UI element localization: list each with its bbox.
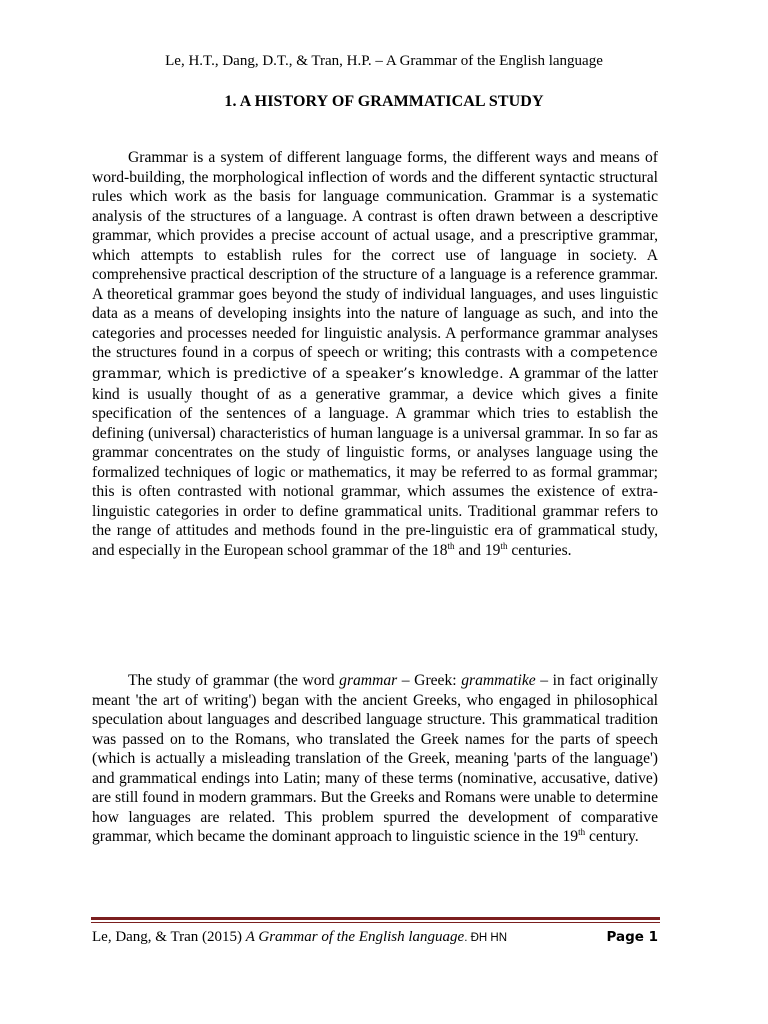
paragraph-text: – Greek: (397, 672, 462, 689)
superscript: th (500, 540, 508, 551)
paragraph-text: and 19 (454, 541, 501, 559)
emphasis-term: grammatike (461, 672, 536, 689)
superscript: th (578, 827, 586, 838)
running-header: Le, H.T., Dang, D.T., & Tran, H.P. – A Grammar of the English language (165, 53, 603, 69)
paragraph-text-competence: competence grammar, which is predictive of a speaker’s knowledge. A (92, 345, 658, 383)
citation-title: A Grammar of the English language (245, 929, 465, 945)
paragraph-text: centuries. (507, 541, 572, 559)
superscript: th (447, 540, 455, 551)
paragraph-text: Grammar is a system of different language forms, the different ways and means of word-building, the morphological inflection of words and the different syntactic structural rules which work as the basis for language communication. Grammar is a systematic analysis of the structures of a language. A contrast is often drawn between a descriptive grammar, which provides a precise account of actual usage, and a prescriptive grammar, which attempts to establish rules for the correct use of language in society. A comprehensive practical description of the structure of a language is a reference grammar. A theoretical grammar goes beyond the study of individual languages, and uses linguistic data as a means of developing insights into the nature of language as such, and into the categories and processes needed for linguistic analysis. A performance grammar analyses the structures found in a corpus of speech or writing; this contrasts with a (92, 149, 658, 362)
body-paragraph-1 (92, 148, 658, 560)
citation-authors: Le, Dang, & Tran (2015) (92, 929, 246, 945)
paragraph-text: – in fact originally meant 'the art of writing') began with the ancient Greeks, who engaged in philosophical speculation about languages and described language structure. This grammatical tradition was passed on to the Romans, who translated the Greek names for the parts of speech (which is actually a misleading translation of the Greek, meaning 'parts of the language') and grammatical endings into Latin; many of these terms (nominative, accusative, dative) are still found in modern grammars. But the Greeks and Romans were unable to determine how languages are related. This problem spurred the development of comparative grammar, which became the dominant approach to linguistic science in the 19 (92, 672, 658, 846)
section-title: 1. A HISTORY OF GRAMMATICAL STUDY (224, 93, 544, 110)
footer-rule-thick (91, 917, 660, 920)
emphasis-term: grammar (339, 672, 398, 689)
paragraph-text: century. (585, 828, 639, 846)
paragraph-text: grammar of the latter kind is usually thought of as a generative grammar, a device which gives a finite specification of the sentences of a language. A grammar which tries to establish the defining (universal) characteristics of human language is a universal grammar. In so far as grammar concentrates on the study of linguistic forms, or analyses language using the formalized techniques of logic or mathematics, it may be referred to as formal grammar; this is often contrasted with notional grammar, which assumes the existence of extra-linguistic categories in order to define grammatical units. Traditional grammar refers to the range of attitudes and methods found in the pre-linguistic era of grammatical study, and especially in the European school grammar of the 18 (92, 365, 658, 559)
page-number: Page 1 (606, 929, 658, 945)
paragraph-text: The study of grammar (the word (128, 672, 340, 689)
body-paragraph-2 (92, 671, 658, 847)
citation-dot: . (464, 932, 471, 944)
citation-publisher: ĐH HN (470, 932, 508, 944)
footer-rule-thin (91, 922, 660, 923)
footer-citation (92, 927, 507, 948)
